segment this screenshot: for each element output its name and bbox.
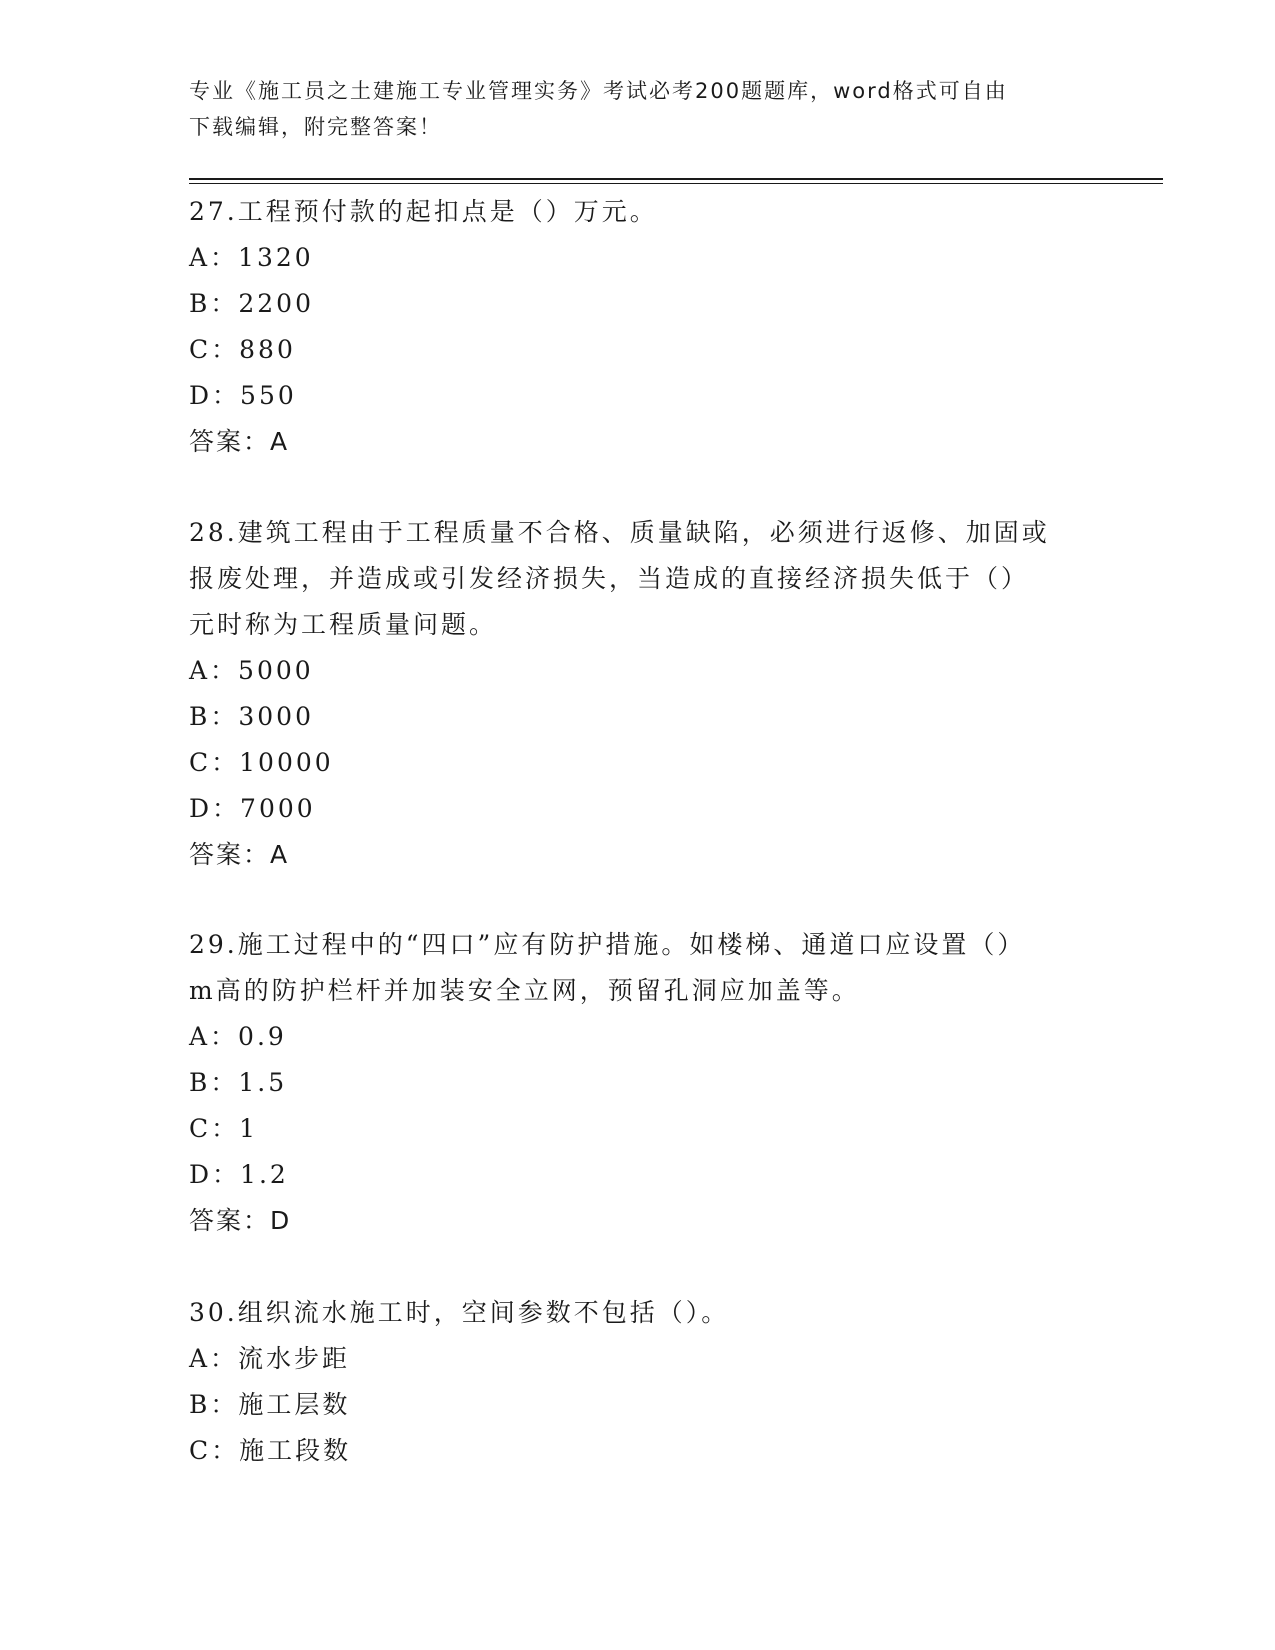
option-b: B：1.5 [189, 1068, 288, 1097]
question-stem-line-1: 28.建筑工程由于工程质量不合格、质量缺陷，必须进行返修、加固或 [189, 518, 1050, 547]
header-line-2: 下载编辑，附完整答案！ [189, 115, 442, 139]
option-d: D：7000 [189, 794, 316, 823]
option-c: C：1 [189, 1114, 259, 1143]
answer: 答案：A [189, 427, 290, 456]
question-29 [189, 922, 1089, 1244]
question-stem-line-3: 元时称为工程质量问题。 [189, 610, 498, 639]
option-c: C：10000 [189, 748, 334, 777]
option-b: B：3000 [189, 702, 314, 731]
option-d: D：550 [189, 381, 297, 410]
option-d: D：1.2 [189, 1160, 289, 1189]
option-c: C：880 [189, 335, 296, 364]
option-a: A：流水步距 [189, 1344, 351, 1373]
header-line-1: 专业《施工员之土建施工专业管理实务》考试必考200题题库，word格式可自由 [189, 79, 1008, 103]
question-stem-line-2: m高的防护栏杆并加装安全立网，预留孔洞应加盖等。 [189, 976, 860, 1005]
document-header [189, 73, 1089, 145]
header-divider-thick [189, 178, 1163, 180]
question-stem: 30.组织流水施工时，空间参数不包括（）。 [189, 1298, 730, 1327]
option-b: B：2200 [189, 289, 314, 318]
option-a: A：0.9 [189, 1022, 287, 1051]
header-divider-thin [189, 183, 1163, 184]
answer: 答案：A [189, 840, 290, 869]
question-28 [189, 510, 1089, 878]
option-a: A：5000 [189, 656, 314, 685]
question-30 [189, 1290, 1089, 1474]
question-27 [189, 189, 1089, 465]
answer: 答案：D [189, 1206, 292, 1235]
question-stem-line-2: 报废处理，并造成或引发经济损失，当造成的直接经济损失低于（） [189, 564, 1030, 593]
question-stem: 27.工程预付款的起扣点是（）万元。 [189, 197, 658, 226]
option-a: A：1320 [189, 243, 314, 272]
option-b: B：施工层数 [189, 1390, 351, 1419]
question-stem-line-1: 29.施工过程中的“四口”应有防护措施。如楼梯、通道口应设置（） [189, 930, 1026, 959]
option-c: C：施工段数 [189, 1436, 352, 1465]
